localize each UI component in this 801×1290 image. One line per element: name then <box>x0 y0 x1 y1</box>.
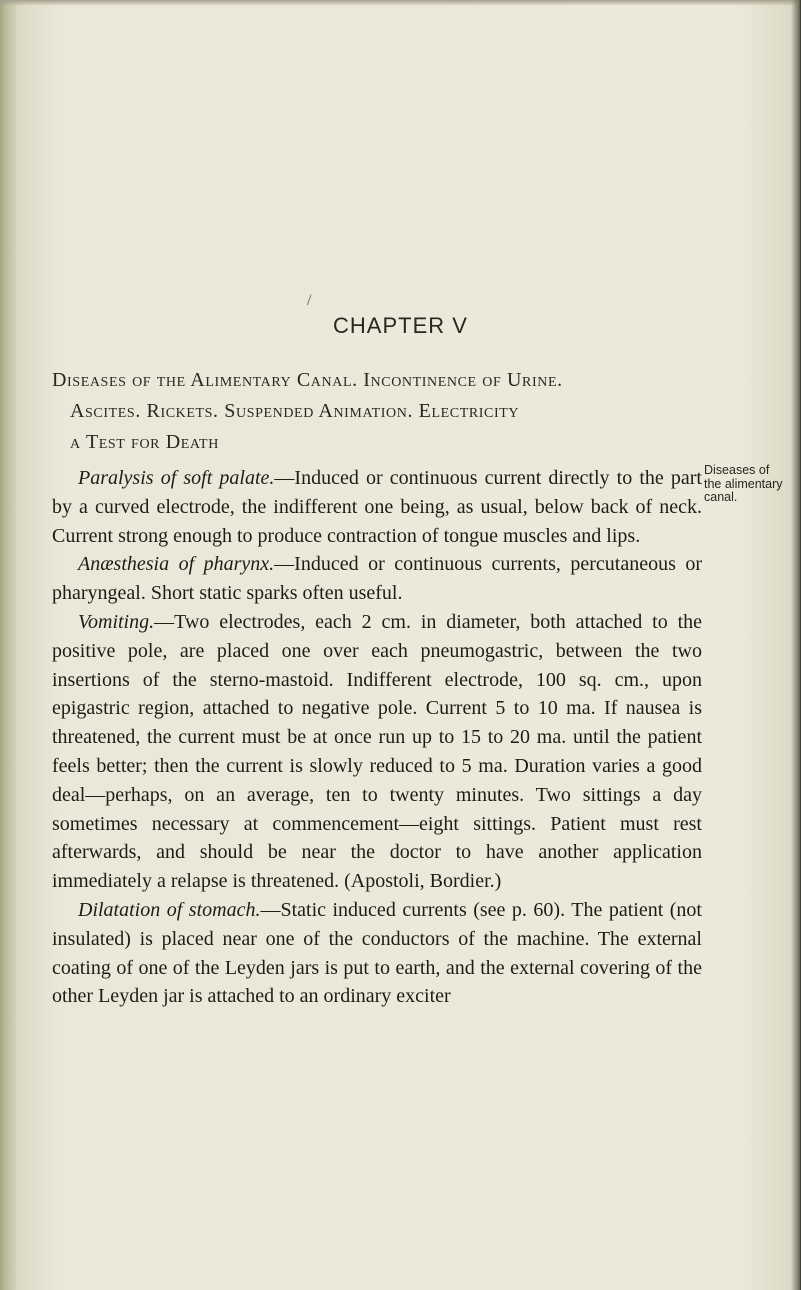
paragraph-title: Vomiting. <box>78 610 155 633</box>
paragraph-dilatation <box>52 896 702 1011</box>
paragraph-text: —Induced or continuous current directly to the part by a curved electrode, the indifferent one being, as usual, below back of neck. Current strong enough to produce contraction of tongue muscles and lips. <box>52 467 702 547</box>
chapter-heading <box>52 365 722 458</box>
page-gutter-shadow <box>0 0 16 1290</box>
paragraph-text: —Two electrodes, each 2 cm. in diameter, both attached to the positive pole, are placed one over each pneumogastric, between the two insertions of the sterno-mastoid. Indifferent electrode, 100 sq. cm., upon epigastric region, attached to negative pole. Current 5 to 10 ma. If nausea is threatened, the current must be at once run up to 15 to 20 ma. until the patient feels better; then the current is slowly reduced to 5 ma. Duration varies a good deal—perhaps, on an average, ten to twenty minutes. Two sittings a day sometimes necessary at commencement—eight sittings. Patient must rest afterwards, and should be near the doctor to have another application immediately a relapse is threatened. (Apostoli, Bordier.) <box>52 610 702 893</box>
chapter-title: CHAPTER V <box>333 313 468 338</box>
margin-note-line-3: canal. <box>704 490 738 504</box>
page-right-edge <box>791 0 801 1290</box>
chapter-heading-line-3: a Test for Death <box>70 431 219 453</box>
chapter-heading-line-2: Ascites. Rickets. Suspended Animation. Electricity <box>70 400 520 422</box>
chapter-heading-line-1: Diseases of the Alimentary Canal. Incontinence of Urine. <box>52 369 563 391</box>
paragraph-text: —Static induced currents (see p. 60). The patient (not insulated) is placed near one of the conductors of the machine. The external coating of one of the Leyden jars is put to earth, and the external covering of the other Leyden jar is attached to an ordinary exciter <box>52 898 702 1008</box>
paragraph-title: Dilatation of stomach. <box>78 898 261 921</box>
paragraph-paralysis <box>52 464 702 550</box>
margin-note <box>704 464 788 505</box>
margin-note-line-2: the alimentary <box>704 476 783 491</box>
margin-note-line-1: Diseases of <box>704 463 770 477</box>
body-text <box>52 464 702 1011</box>
paragraph-title: Anæsthesia of pharynx. <box>78 553 275 576</box>
page-top-edge <box>0 0 801 6</box>
paragraph-title: Paralysis of soft palate. <box>78 467 275 489</box>
pencil-mark-icon: / <box>307 292 312 309</box>
paragraph-anaesthesia <box>52 550 702 608</box>
paragraph-text: —Induced or continuous currents, percutaneous or pharyngeal. Short static sparks often useful. <box>52 553 702 605</box>
paragraph-vomiting <box>52 608 702 896</box>
